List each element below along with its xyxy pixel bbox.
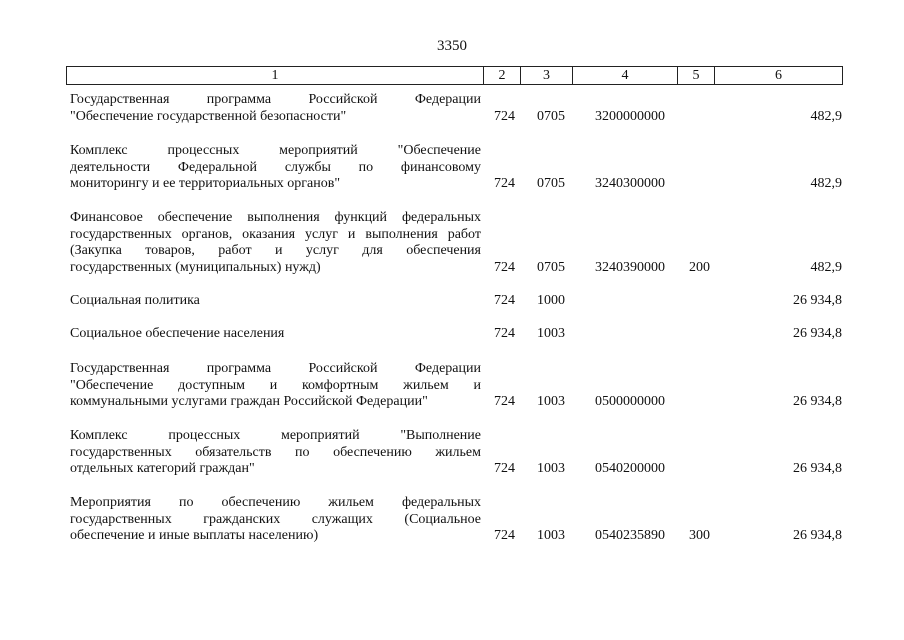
- row-name-line: "Обеспечение доступным и комфортным жильем и: [70, 377, 481, 393]
- row-name: [70, 92, 481, 125]
- row-section: 1000: [537, 293, 565, 308]
- row-name: [70, 293, 481, 310]
- row-target-article: 3200000000: [595, 108, 665, 124]
- header-col-5: 5: [678, 67, 715, 84]
- row-ved: 724: [494, 461, 515, 476]
- row-section: 0705: [537, 108, 565, 124]
- row-ved: 724: [494, 259, 515, 275]
- header-col-6: 6: [775, 68, 782, 83]
- row-amount: 26 934,8: [793, 394, 842, 409]
- row-name: [70, 210, 481, 276]
- row-section: 1003: [537, 528, 565, 543]
- row-name: [70, 326, 481, 343]
- row-name-line: Государственная программа Российской Федерации: [70, 361, 481, 376]
- row-expense-type: 300: [689, 528, 710, 543]
- row-ved: 724: [494, 528, 515, 543]
- row-name-line: (Закупка товаров, работ и услуг для обеспечения: [70, 243, 481, 258]
- row-ved: 724: [494, 176, 515, 191]
- row-section: 1003: [537, 394, 565, 409]
- row-target-article: 3240390000: [595, 259, 665, 275]
- row-name-line: "Обеспечение государственной безопасности": [70, 108, 347, 124]
- row-name: [70, 428, 481, 478]
- row-name: [70, 143, 481, 193]
- row-name-line: государственных (муниципальных) нужд): [70, 259, 321, 275]
- row-name-line: Комплекс процессных мероприятий "Выполнение: [70, 428, 481, 443]
- row-ved: 724: [494, 394, 515, 409]
- row-amount: 26 934,8: [793, 461, 842, 476]
- row-amount: 482,9: [810, 108, 842, 124]
- row-name-line: государственных обязательств по обеспечению жильем: [70, 444, 481, 460]
- row-name-line: Мероприятия по обеспечению жильем федеральных: [70, 495, 481, 510]
- row-expense-type: 200: [689, 259, 710, 275]
- row-name-line: Социальное обеспечение населения: [70, 326, 285, 341]
- row-section: 1003: [537, 326, 565, 341]
- row-target-article: 3240300000: [595, 176, 665, 191]
- row-section: 1003: [537, 461, 565, 476]
- page-number: 3350: [437, 38, 467, 54]
- row-ved: 724: [494, 108, 515, 124]
- row-name-line: обеспечение и иные выплаты населению): [70, 528, 319, 543]
- table-header: [66, 66, 843, 85]
- row-section: 0705: [537, 176, 565, 191]
- row-target-article: 0540235890: [595, 528, 665, 543]
- row-name-line: отдельных категорий граждан": [70, 461, 255, 476]
- row-amount: 26 934,8: [793, 326, 842, 341]
- row-amount: 26 934,8: [793, 293, 842, 308]
- row-amount: 482,9: [810, 176, 842, 191]
- row-name-line: деятельности Федеральной службы по финансовому: [70, 159, 481, 175]
- row-ved: 724: [494, 326, 515, 341]
- row-name-line: государственных гражданских служащих (Социальное: [70, 511, 481, 527]
- header-col-2: 2: [484, 67, 521, 84]
- header-col-4: 4: [573, 67, 678, 84]
- row-name-line: мониторингу и ее территориальных органов": [70, 176, 341, 191]
- header-col-3: 3: [521, 67, 573, 84]
- row-ved: 724: [494, 293, 515, 308]
- row-target-article: 0500000000: [595, 394, 665, 409]
- row-name-line: Финансовое обеспечение выполнения функций федеральных: [70, 210, 481, 225]
- header-col-1: 1: [67, 67, 484, 84]
- row-name-line: Государственная программа Российской Федерации: [70, 92, 481, 107]
- row-name-line: коммунальными услугами граждан Российской Федерации": [70, 394, 428, 409]
- row-name: [70, 495, 481, 545]
- row-name-line: государственных органов, оказания услуг и выполнения работ: [70, 226, 481, 242]
- row-amount: 26 934,8: [793, 528, 842, 543]
- row-section: 0705: [537, 259, 565, 275]
- row-name-line: Социальная политика: [70, 293, 200, 308]
- row-target-article: 0540200000: [595, 461, 665, 476]
- row-name: [70, 361, 481, 411]
- row-amount: 482,9: [810, 259, 842, 275]
- row-name-line: Комплекс процессных мероприятий "Обеспечение: [70, 143, 481, 158]
